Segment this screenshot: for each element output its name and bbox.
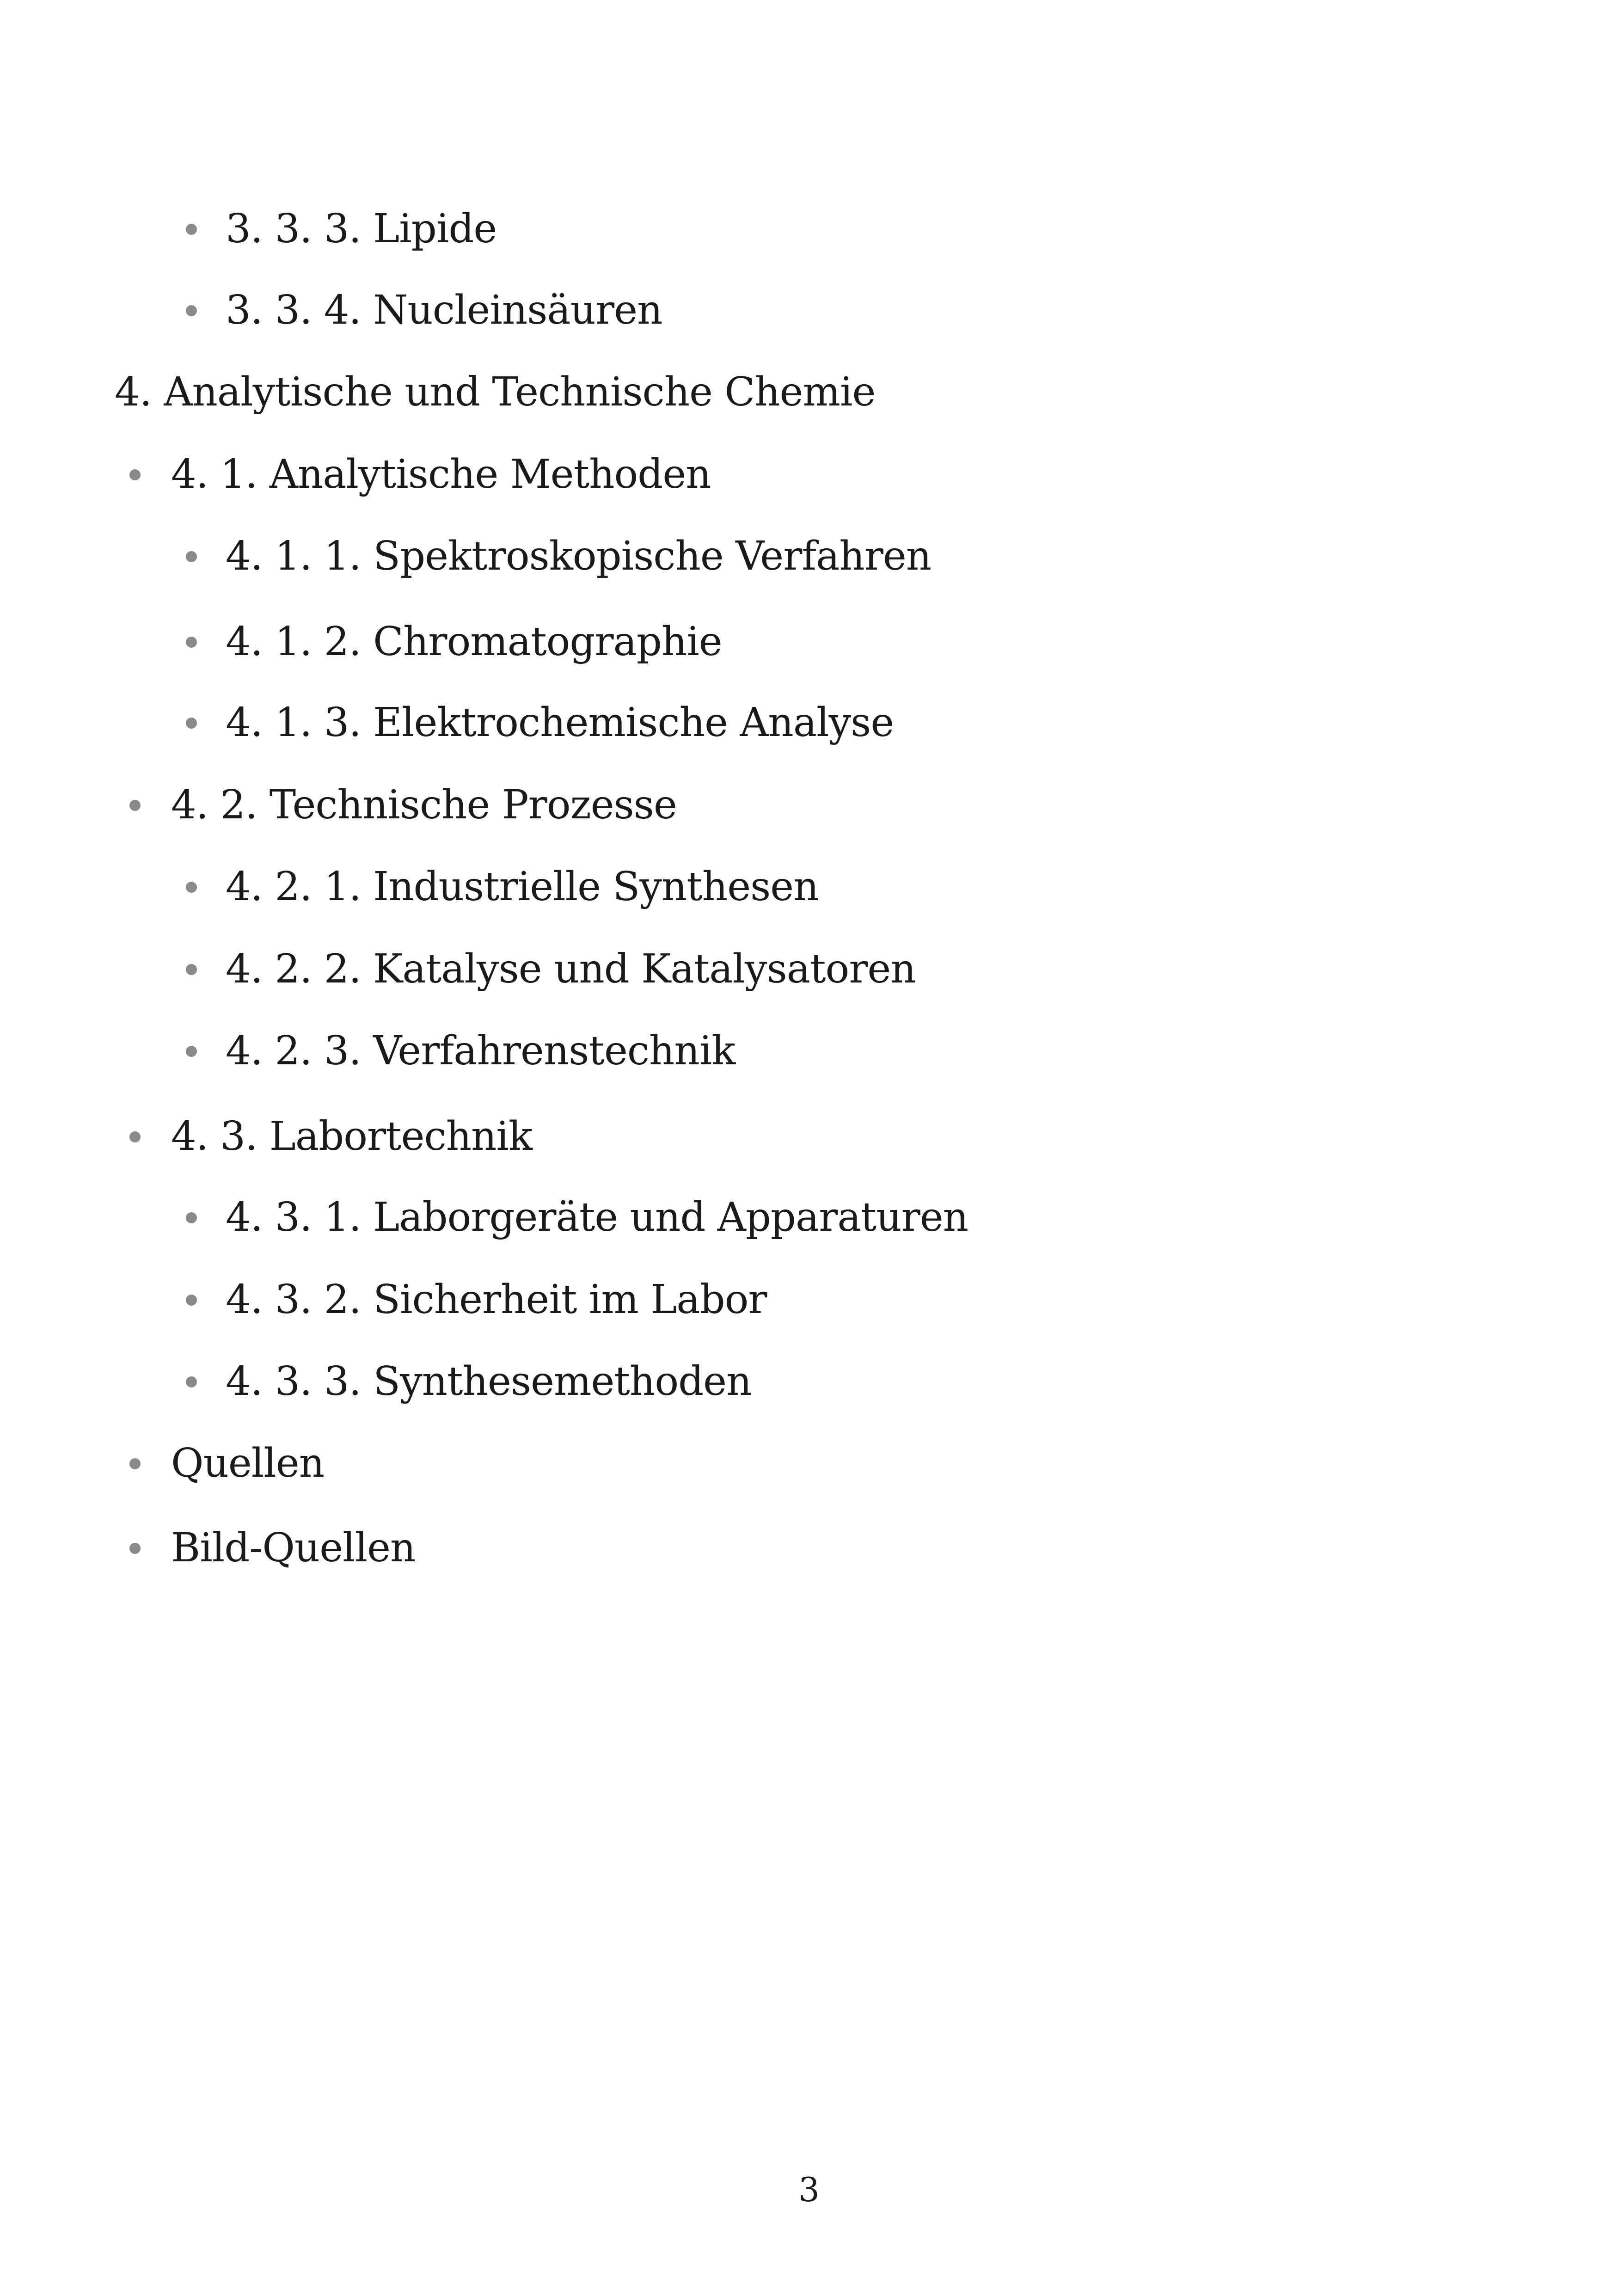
toc-entry — [226, 533, 932, 579]
toc-entry — [171, 451, 711, 497]
bullet-icon — [186, 1212, 197, 1223]
toc-entry — [171, 1113, 533, 1160]
bullet-icon — [186, 1295, 197, 1306]
bullet-icon — [129, 1458, 141, 1469]
toc-entry — [226, 1028, 735, 1074]
bullet-icon — [186, 1376, 197, 1387]
bullet-icon — [186, 882, 197, 893]
page-number: 3 — [798, 2170, 820, 2209]
bullet-icon — [129, 1543, 141, 1554]
toc-entry-label: 4. 2. 2. Katalyse und Katalysatoren — [226, 946, 916, 992]
toc-entry-label: 4. 1. 2. Chromatographie — [226, 619, 722, 665]
bullet-icon — [186, 551, 197, 562]
toc-entry-label: 3. 3. 4. Nucleinsäuren — [226, 287, 662, 333]
toc-entry — [226, 946, 916, 992]
toc-entry — [226, 206, 497, 252]
toc-entry — [226, 1277, 767, 1323]
toc-entry — [226, 1358, 752, 1405]
toc-entry-label: 4. 3. 2. Sicherheit im Labor — [226, 1277, 767, 1323]
toc-entry-label: 4. 1. 3. Elektrochemische Analyse — [226, 700, 894, 746]
bullet-icon — [186, 1046, 197, 1057]
toc-entry-label: Bild-Quellen — [171, 1525, 416, 1571]
bullet-icon — [186, 964, 197, 975]
toc-entry — [171, 1525, 416, 1571]
bullet-icon — [129, 469, 141, 480]
toc-entry — [226, 619, 722, 665]
toc-entry-label: 4. 3. 1. Laborgeräte und Apparaturen — [226, 1194, 968, 1240]
bullet-icon — [186, 305, 197, 316]
bullet-icon — [186, 637, 197, 648]
toc-entry-label: Quellen — [171, 1440, 325, 1486]
toc-entry — [226, 700, 894, 746]
bullet-icon — [129, 1131, 141, 1142]
toc-entry — [226, 864, 819, 910]
toc-entry — [171, 782, 677, 828]
toc-entry — [115, 369, 876, 415]
toc-entry-label: 4. Analytische und Technische Chemie — [115, 369, 876, 415]
toc-entry-label: 4. 2. 3. Verfahrenstechnik — [226, 1028, 735, 1074]
bullet-icon — [186, 718, 197, 729]
toc-entry — [226, 287, 662, 333]
bullet-icon — [186, 224, 197, 235]
toc-entry — [171, 1440, 325, 1486]
toc-entry — [226, 1194, 968, 1240]
bullet-icon — [129, 800, 141, 811]
toc-entry-label: 4. 2. Technische Prozesse — [171, 782, 677, 828]
toc-entry-label: 4. 1. Analytische Methoden — [171, 451, 711, 497]
toc-entry-label: 4. 2. 1. Industrielle Synthesen — [226, 864, 819, 910]
toc-entry-label: 4. 1. 1. Spektroskopische Verfahren — [226, 533, 932, 579]
toc-entry-label: 4. 3. 3. Synthesemethoden — [226, 1358, 752, 1405]
toc-entry-label: 4. 3. Labortechnik — [171, 1113, 533, 1160]
toc-entry-label: 3. 3. 3. Lipide — [226, 206, 497, 252]
